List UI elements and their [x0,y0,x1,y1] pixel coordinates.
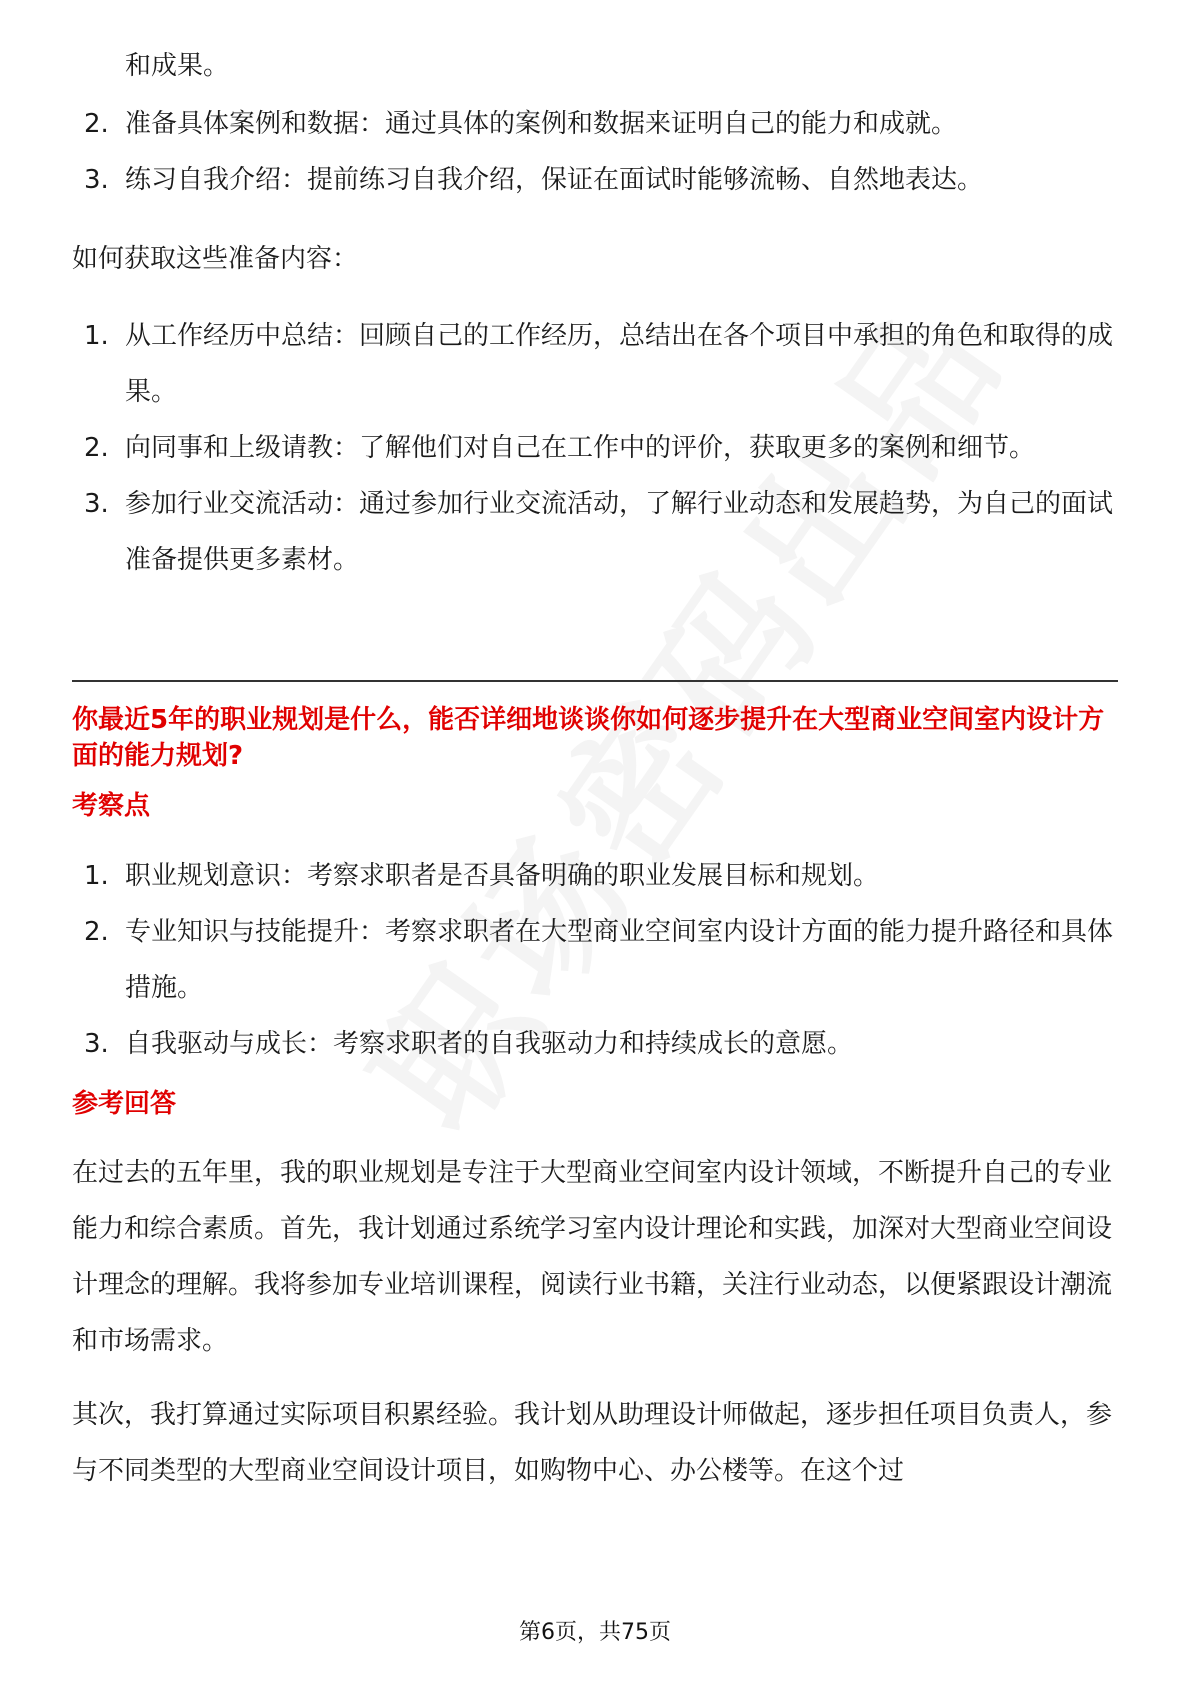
list-number: 1. [84,321,109,351]
list-item [72,152,1118,208]
list-item [72,308,1118,420]
list-item [72,420,1118,476]
assessment-heading: 考察点 [72,791,151,821]
list-item-text: 准备具体案例和数据：通过具体的案例和数据来证明自己的能力和成就。 [125,109,958,139]
answer-paragraph: 在过去的五年里，我的职业规划是专注于大型商业空间室内设计领域，不断提升自己的专业能力和综合素质。首先，我计划通过系统学习室内设计理论和实践，加深对大型商业空间设计理念的理解。我将参加专业培训课程，阅读行业书籍，关注行业动态，以便紧跟设计潮流和市场需求。 [72,1158,1113,1356]
list-item-text: 练习自我介绍：提前练习自我介绍，保证在面试时能够流畅、自然地表达。 [125,165,984,195]
list-item-continuation: 和成果。 [125,51,230,81]
list-item [72,904,1118,1016]
how-to-title: 如何获取这些准备内容： [72,244,359,274]
list-number: 2. [84,433,109,463]
how-to-list [72,308,1118,588]
list-number: 2. [84,917,109,947]
list-item [72,96,1118,152]
list-item [72,476,1118,588]
list-item-text: 职业规划意识：考察求职者是否具备明确的职业发展目标和规划。 [125,861,880,891]
list-number: 3. [84,165,109,195]
list-number: 3. [84,489,109,519]
section-divider [72,680,1118,682]
list-item-text: 参加行业交流活动：通过参加行业交流活动，了解行业动态和发展趋势，为自己的面试准备提供更多素材。 [125,489,1114,575]
list-item-text: 从工作经历中总结：回顾自己的工作经历，总结出在各个项目中承担的角色和取得的成果。 [125,321,1114,407]
interview-question: 你最近5年的职业规划是什么，能否详细地谈谈你如何逐步提升在大型商业空间室内设计方面的能力规划? [72,705,1105,771]
list-item-text: 向同事和上级请教：了解他们对自己在工作中的评价，获取更多的案例和细节。 [125,433,1036,463]
list-item [72,848,1118,904]
assessment-list [72,848,1118,1072]
answer-paragraph: 其次，我打算通过实际项目积累经验。我计划从助理设计师做起，逐步担任项目负责人，参与不同类型的大型商业空间设计项目，如购物中心、办公楼等。在这个过 [72,1400,1113,1486]
list-item-text: 专业知识与技能提升：考察求职者在大型商业空间室内设计方面的能力提升路径和具体措施。 [125,917,1114,1003]
list-number: 2. [84,109,109,139]
list-number: 3. [84,1029,109,1059]
list-item-text: 自我驱动与成长：考察求职者的自我驱动力和持续成长的意愿。 [125,1029,854,1059]
preparation-list [72,96,1118,208]
page-footer: 第6页，共75页 [519,1620,671,1645]
list-number: 1. [84,861,109,891]
answer-heading: 参考回答 [72,1089,177,1119]
list-item [72,1016,1118,1072]
